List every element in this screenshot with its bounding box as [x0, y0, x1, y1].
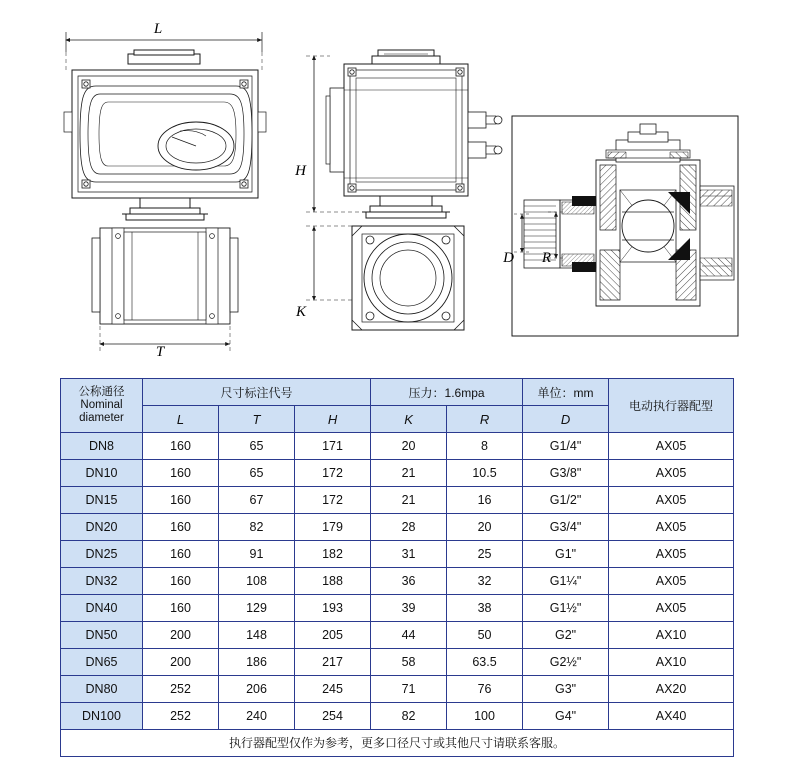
header-unit: 单位：mm [523, 379, 609, 406]
header-col-D: D [523, 406, 609, 433]
header-col-H: H [295, 406, 371, 433]
cell-T: 67 [219, 487, 295, 514]
cell-L: 200 [143, 649, 219, 676]
cell-K: 21 [371, 460, 447, 487]
specification-table [60, 378, 734, 757]
cell-T: 148 [219, 622, 295, 649]
cell-dn: DN20 [61, 514, 143, 541]
table-row [61, 595, 734, 622]
cell-D: G3/4" [523, 514, 609, 541]
cell-D: G1/2" [523, 487, 609, 514]
cell-K: 21 [371, 487, 447, 514]
cell-dn: DN8 [61, 433, 143, 460]
cell-R: 50 [447, 622, 523, 649]
header-nominal-en1: Nominal [80, 398, 123, 411]
cell-H: 171 [295, 433, 371, 460]
cell-actuator: AX20 [609, 676, 734, 703]
table-row [61, 514, 734, 541]
header-col-L: L [143, 406, 219, 433]
cell-D: G2" [523, 622, 609, 649]
cell-L: 160 [143, 595, 219, 622]
cell-R: 38 [447, 595, 523, 622]
cell-L: 160 [143, 541, 219, 568]
cell-R: 20 [447, 514, 523, 541]
table-row [61, 541, 734, 568]
cell-K: 44 [371, 622, 447, 649]
header-nominal-en2: diameter [79, 412, 124, 425]
header-pressure: 压力：1.6mpa [371, 379, 523, 406]
table-row [61, 460, 734, 487]
view-section [512, 116, 738, 336]
cell-K: 36 [371, 568, 447, 595]
dim-label-T: T [155, 344, 165, 360]
cell-dn: DN65 [61, 649, 143, 676]
cell-actuator: AX05 [609, 595, 734, 622]
cell-R: 32 [447, 568, 523, 595]
cell-R: 8 [447, 433, 523, 460]
cell-K: 31 [371, 541, 447, 568]
cell-L: 160 [143, 433, 219, 460]
cell-dn: DN50 [61, 622, 143, 649]
dim-label-H: H [295, 163, 306, 179]
cell-K: 71 [371, 676, 447, 703]
cell-H: 245 [295, 676, 371, 703]
cell-T: 108 [219, 568, 295, 595]
cell-actuator: AX10 [609, 622, 734, 649]
cell-actuator: AX05 [609, 487, 734, 514]
table-row [61, 487, 734, 514]
cell-K: 82 [371, 703, 447, 730]
cell-H: 182 [295, 541, 371, 568]
cell-D: G1½" [523, 595, 609, 622]
cell-T: 206 [219, 676, 295, 703]
cell-L: 160 [143, 514, 219, 541]
view-front [306, 50, 502, 330]
cell-H: 205 [295, 622, 371, 649]
cell-dn: DN32 [61, 568, 143, 595]
valve-dimension-drawing [0, 0, 790, 368]
cell-L: 252 [143, 703, 219, 730]
cell-L: 160 [143, 487, 219, 514]
cell-actuator: AX05 [609, 541, 734, 568]
cell-R: 10.5 [447, 460, 523, 487]
header-actuator-model: 电动执行器配型 [609, 379, 734, 433]
cell-T: 129 [219, 595, 295, 622]
specification-table-container [60, 378, 733, 757]
cell-K: 20 [371, 433, 447, 460]
cell-actuator: AX05 [609, 568, 734, 595]
technical-drawing-area [0, 0, 790, 368]
cell-T: 82 [219, 514, 295, 541]
table-row [61, 676, 734, 703]
cell-K: 39 [371, 595, 447, 622]
header-nominal-cn: 公称通径 [78, 385, 125, 398]
cell-dn: DN40 [61, 595, 143, 622]
cell-K: 58 [371, 649, 447, 676]
cell-H: 193 [295, 595, 371, 622]
cell-D: G3" [523, 676, 609, 703]
dim-label-K: K [295, 304, 306, 320]
cell-dn: DN15 [61, 487, 143, 514]
cell-D: G3/8" [523, 460, 609, 487]
cell-R: 16 [447, 487, 523, 514]
cell-D: G1" [523, 541, 609, 568]
cell-dn: DN80 [61, 676, 143, 703]
cell-D: G4" [523, 703, 609, 730]
cell-R: 63.5 [447, 649, 523, 676]
cell-D: G1/4" [523, 433, 609, 460]
cell-T: 91 [219, 541, 295, 568]
cell-dn: DN100 [61, 703, 143, 730]
cell-actuator: AX05 [609, 460, 734, 487]
dim-label-R: R [541, 250, 551, 266]
table-row [61, 622, 734, 649]
header-col-R: R [447, 406, 523, 433]
cell-actuator: AX10 [609, 649, 734, 676]
cell-H: 179 [295, 514, 371, 541]
table-row [61, 568, 734, 595]
cell-T: 186 [219, 649, 295, 676]
cell-dn: DN25 [61, 541, 143, 568]
header-col-K: K [371, 406, 447, 433]
cell-R: 76 [447, 676, 523, 703]
cell-L: 160 [143, 568, 219, 595]
header-size-code: 尺寸标注代号 [143, 379, 371, 406]
dim-label-D: D [503, 250, 514, 266]
cell-T: 65 [219, 433, 295, 460]
cell-K: 28 [371, 514, 447, 541]
table-note-row [61, 730, 734, 757]
header-col-T: T [219, 406, 295, 433]
cell-H: 172 [295, 487, 371, 514]
cell-actuator: AX05 [609, 514, 734, 541]
table-note: 执行器配型仅作为参考，更多口径尺寸或其他尺寸请联系客服。 [61, 730, 734, 757]
table-row [61, 703, 734, 730]
table-row [61, 433, 734, 460]
cell-H: 254 [295, 703, 371, 730]
cell-H: 188 [295, 568, 371, 595]
cell-D: G1¼" [523, 568, 609, 595]
table-row [61, 649, 734, 676]
cell-actuator: AX05 [609, 433, 734, 460]
cell-dn: DN10 [61, 460, 143, 487]
cell-T: 65 [219, 460, 295, 487]
dim-label-L: L [153, 21, 163, 37]
cell-L: 200 [143, 622, 219, 649]
view-actuator-top [64, 32, 266, 352]
cell-R: 25 [447, 541, 523, 568]
table-header-row-1 [61, 379, 734, 406]
cell-L: 252 [143, 676, 219, 703]
cell-actuator: AX40 [609, 703, 734, 730]
cell-R: 100 [447, 703, 523, 730]
header-nominal-diameter [61, 379, 143, 433]
cell-H: 172 [295, 460, 371, 487]
cell-H: 217 [295, 649, 371, 676]
cell-L: 160 [143, 460, 219, 487]
cell-T: 240 [219, 703, 295, 730]
cell-D: G2½" [523, 649, 609, 676]
